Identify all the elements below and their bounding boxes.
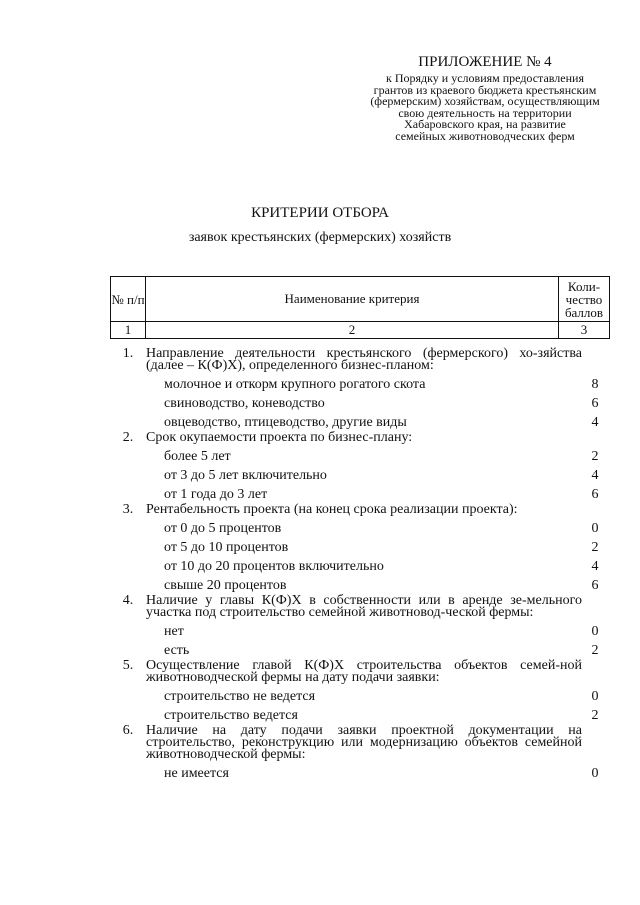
criterion-option [110, 557, 610, 576]
option-label: свыше 20 процентов [164, 577, 287, 593]
criterion-text: Срок окупаемости проекта по бизнес-плану: [146, 430, 413, 445]
criterion-text: Рентабельность проекта (на конец срока реализации проекта): [146, 502, 518, 517]
header-number: № п/п [111, 277, 146, 322]
criterion-option [110, 447, 610, 466]
option-label: от 0 до 5 процентов [164, 520, 282, 536]
document-title: КРИТЕРИИ ОТБОРА [251, 205, 389, 221]
criterion-number: 2. [122, 430, 134, 445]
criterion-number: 4. [122, 593, 134, 608]
option-score: 8 [591, 376, 599, 392]
option-label: молочное и откорм крупного рогатого скота [164, 376, 426, 392]
option-label: строительство не ведется [164, 688, 316, 704]
option-label: от 1 года до 3 лет [164, 486, 268, 502]
criterion-number: 5. [122, 658, 134, 673]
option-score: 0 [591, 688, 599, 704]
option-score: 6 [591, 395, 599, 411]
appendix-line: (фермерским) хозяйствам, осуществляющим [370, 94, 600, 108]
appendix-line: семейных животноводческих ферм [395, 128, 575, 143]
option-score: 4 [591, 558, 599, 574]
option-label: от 5 до 10 процентов [164, 539, 289, 555]
option-score: 2 [591, 642, 599, 658]
criterion-option [110, 466, 610, 485]
appendix-number: ПРИЛОЖЕНИЕ № 4 [418, 54, 552, 70]
criterion-row [110, 725, 610, 761]
criterion-row [110, 504, 610, 516]
criterion-number: 1. [122, 346, 134, 361]
option-label: нет [164, 623, 184, 639]
appendix-line: к Порядку и условиям предоставления [386, 71, 584, 85]
option-label: есть [164, 642, 190, 658]
option-label: строительство ведется [164, 707, 298, 723]
criterion-text: Направление деятельности крестьянского (фермерского) хо-зяйства (далее – К(Ф)Х), определенного бизнес-планом: [146, 346, 582, 373]
column-number-3: 3 [559, 322, 610, 339]
option-score: 2 [591, 707, 599, 723]
option-score: 0 [591, 623, 599, 639]
option-label: от 3 до 5 лет включительно [164, 467, 327, 483]
criterion-text: Наличие у главы К(Ф)Х в собственности или в аренде зе-мельного участка под строительство семейной животновод-ческой фермы: [146, 593, 582, 620]
header-criterion: Наименование критерия [146, 277, 559, 322]
criteria-list [110, 348, 610, 783]
criterion-row [110, 660, 610, 684]
option-label: от 10 до 20 процентов включительно [164, 558, 384, 574]
header-score: Коли-чество баллов [559, 277, 610, 322]
criterion-option [110, 764, 610, 783]
appendix-line: Хабаровского края, на развитие [404, 117, 566, 131]
option-score: 2 [591, 448, 599, 464]
criteria-table-header [110, 276, 610, 339]
option-score: 4 [591, 467, 599, 483]
appendix-block [360, 54, 610, 142]
column-number-2: 2 [146, 322, 559, 339]
option-score: 6 [591, 577, 599, 593]
criterion-option [110, 394, 610, 413]
criterion-text: Наличие на дату подачи заявки проектной документации на строительство, реконструкцию или модернизацию объектов семейной животноводческой фермы: [146, 723, 582, 762]
criterion-option [110, 519, 610, 538]
option-score: 4 [591, 414, 599, 430]
criterion-option [110, 375, 610, 394]
option-score: 6 [591, 486, 599, 502]
document-subtitle: заявок крестьянских (фермерских) хозяйств [188, 230, 452, 245]
criterion-text: Осуществление главой К(Ф)Х строительства объектов семей-ной животноводческой фермы на дату подачи заявки: [146, 658, 582, 685]
appendix-line: свою деятельность на территории [398, 105, 572, 120]
option-label: более 5 лет [164, 448, 231, 464]
criterion-number: 6. [122, 723, 134, 738]
criterion-row [110, 595, 610, 619]
option-label: не имеется [164, 765, 229, 781]
criterion-row [110, 348, 610, 372]
column-number-1: 1 [111, 322, 146, 339]
option-score: 0 [591, 520, 599, 536]
criterion-option [110, 622, 610, 641]
criterion-option [110, 538, 610, 557]
criterion-option [110, 687, 610, 706]
option-score: 2 [591, 539, 599, 555]
criterion-number: 3. [122, 502, 134, 517]
option-label: свиноводство, коневодство [164, 395, 325, 411]
option-score: 0 [591, 765, 599, 781]
appendix-line: грантов из краевого бюджета крестьянским [373, 82, 597, 97]
option-label: овцеводство, птицеводство, другие виды [164, 414, 407, 430]
criterion-row [110, 432, 610, 444]
